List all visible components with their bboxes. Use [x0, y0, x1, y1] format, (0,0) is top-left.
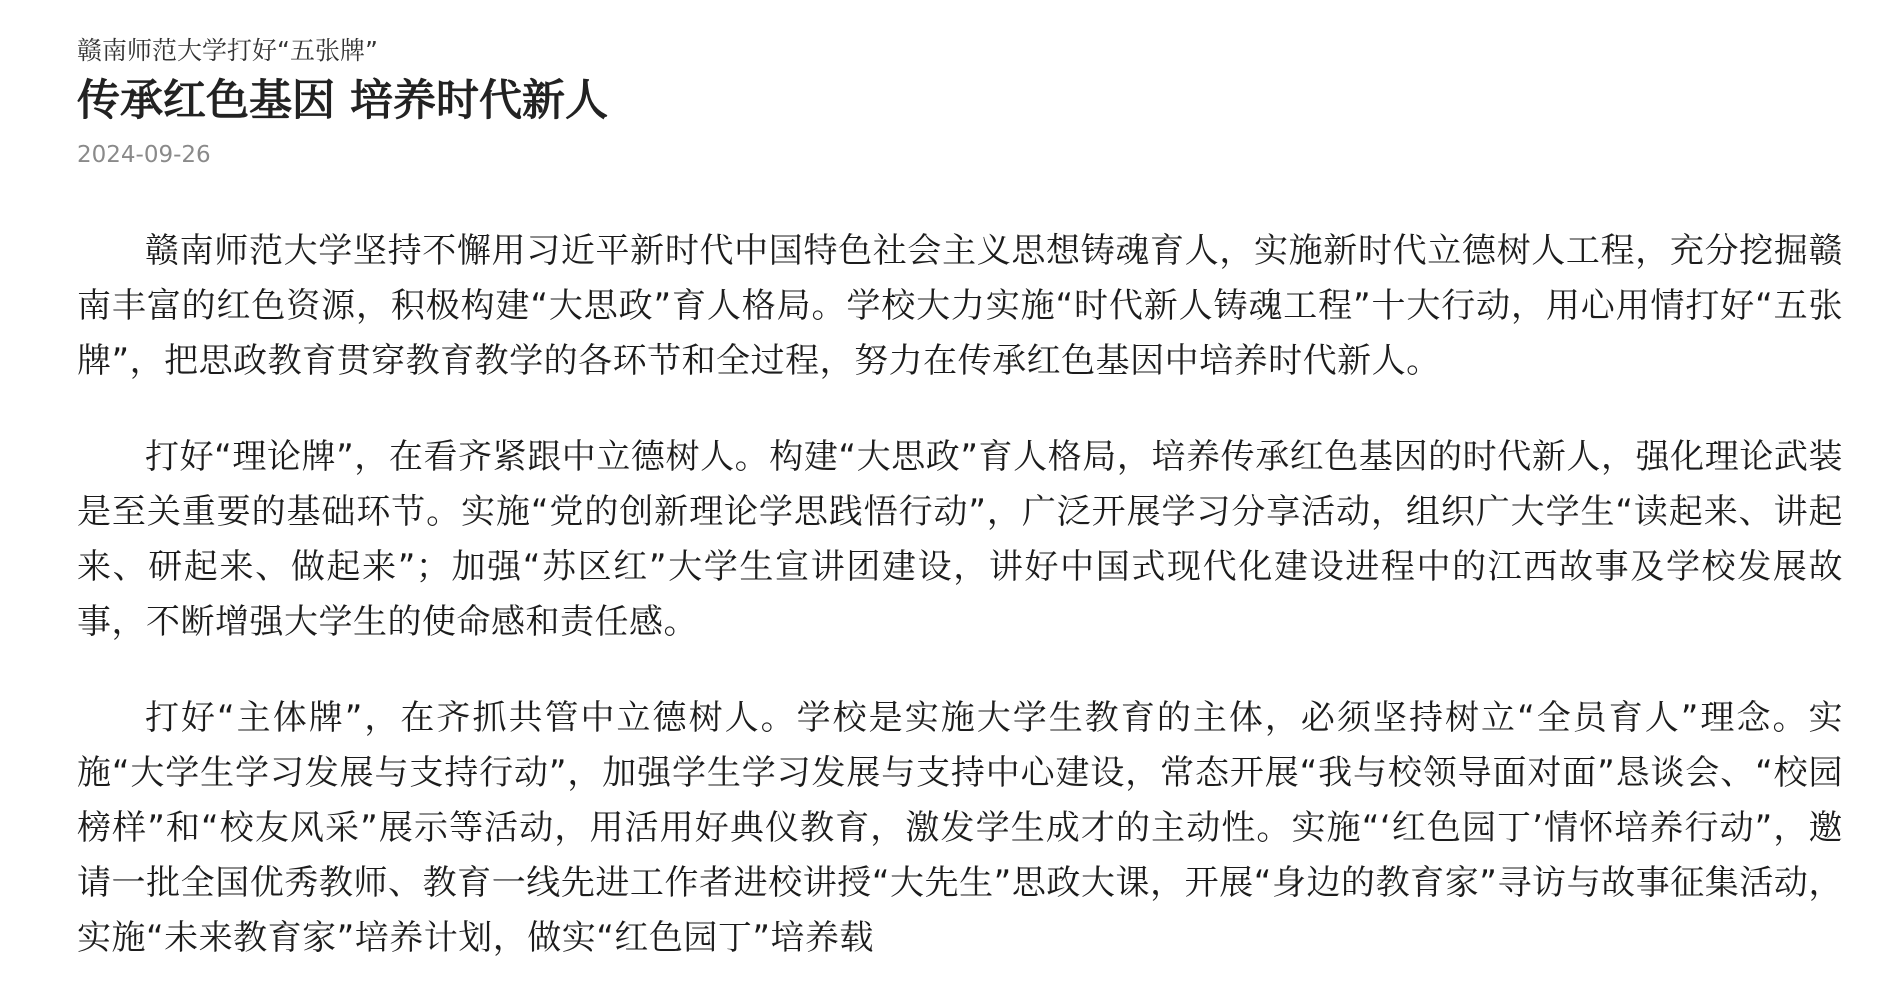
- article-paragraph: 打好“主体牌”，在齐抓共管中立德树人。学校是实施大学生教育的主体，必须坚持树立“全员育人”理念。实施“大学生学习发展与支持行动”，加强学生学习发展与支持中心建设，常态开展“我与校领导面对面”恳谈会、“校园榜样”和“校友风采”展示等活动，用活用好典仪教育，激发学生成才的主动性。实施“‘红色园丁’情怀培养行动”，邀请一批全国优秀教师、教育一线先进工作者进校讲授“大先生”思政大课，开展“身边的教育家”寻访与故事征集活动，实施“未来教育家”培养计划，做实“红色园丁”培养载: [77, 698, 1843, 958]
- article: [77, 0, 1843, 1007]
- article-paragraph: 赣南师范大学坚持不懈用习近平新时代中国特色社会主义思想铸魂育人，实施新时代立德树人工程，充分挖掘赣南丰富的红色资源，积极构建“大思政”育人格局。学校大力实施“时代新人铸魂工程”十大行动，用心用情打好“五张牌”，把思政教育贯穿教育教学的各环节和全过程，努力在传承红色基因中培养时代新人。: [77, 231, 1843, 381]
- article-body: [77, 224, 1843, 966]
- article-kicker: 赣南师范大学打好“五张牌”: [77, 36, 378, 65]
- article-headline: 传承红色基因 培养时代新人: [77, 76, 608, 126]
- article-paragraph: 打好“理论牌”，在看齐紧跟中立德树人。构建“大思政”育人格局，培养传承红色基因的时代新人，强化理论武装是至关重要的基础环节。实施“党的创新理论学思践悟行动”，广泛开展学习分享活动，组织广大学生“读起来、讲起来、研起来、做起来”；加强“苏区红”大学生宣讲团建设，讲好中国式现代化建设进程中的江西故事及学校发展故事，不断增强大学生的使命感和责任感。: [77, 437, 1843, 642]
- article-date: 2024-09-26: [77, 142, 211, 168]
